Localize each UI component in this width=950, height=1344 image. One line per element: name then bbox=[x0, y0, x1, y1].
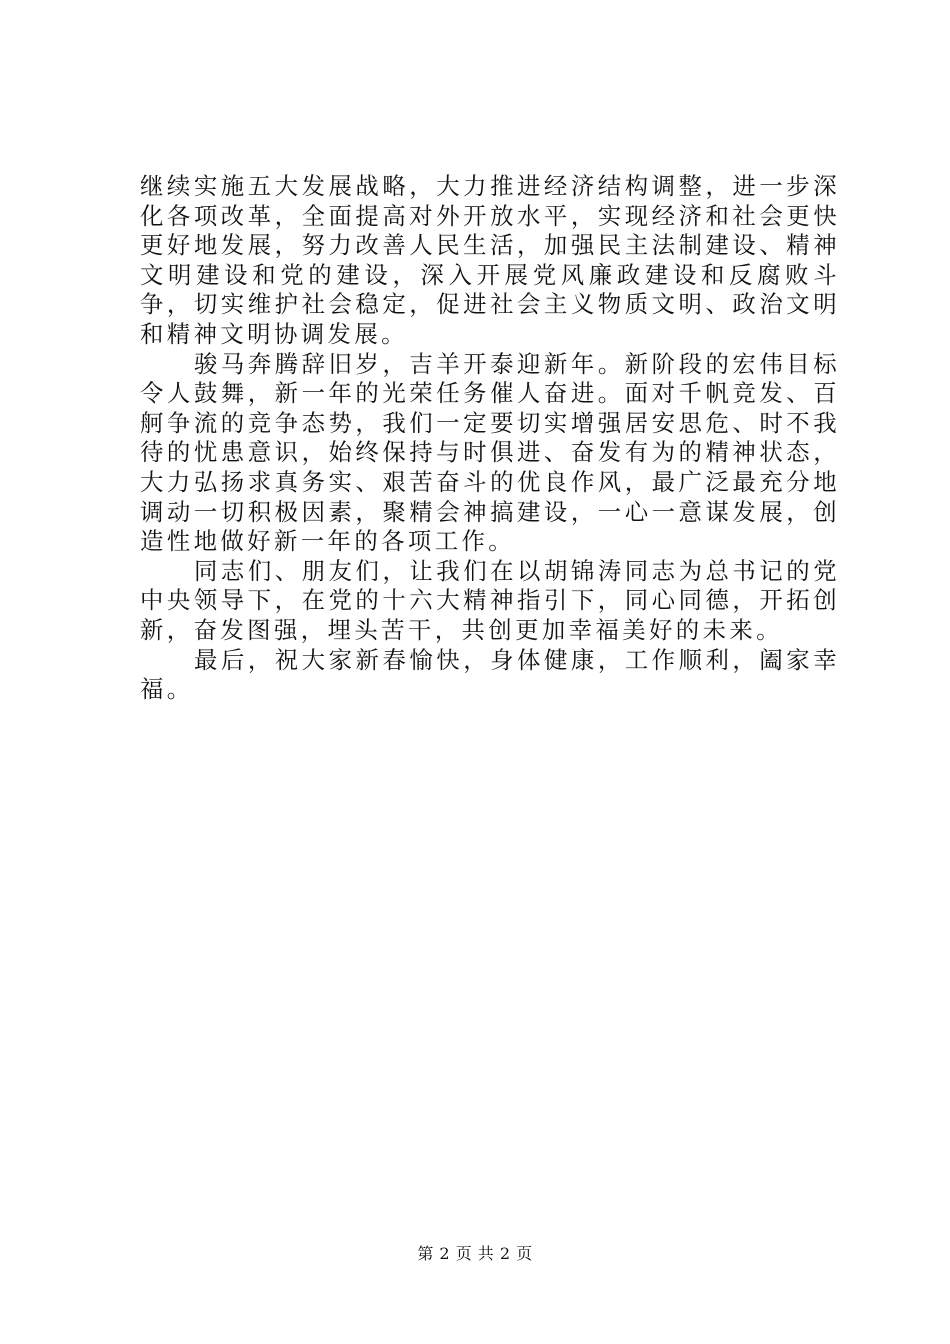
paragraph-1: 继续实施五大发展战略，大力推进经济结构调整，进一步深化各项改革，全面提高对外开放水平，实现经济和社会更快更好地发展，努力改善人民生活，加强民主法制建设、精神文明建设和党的建设，深入开展党风廉政建设和反腐败斗争，切实维护社会稳定，促进社会主义物质文明、政治文明和精神文明协调发展。 bbox=[140, 172, 840, 348]
document-body bbox=[140, 172, 840, 705]
paragraph-3: 同志们、朋友们，让我们在以胡锦涛同志为总书记的党中央领导下，在党的十六大精神指引下，同心同德，开拓创新，奋发图强，埋头苦干，共创更加幸福美好的未来。 bbox=[140, 556, 840, 644]
page-number-footer: 第 2 页 共 2 页 bbox=[417, 1244, 533, 1263]
paragraph-4: 最后，祝大家新春愉快，身体健康，工作顺利，阖家幸福。 bbox=[140, 645, 840, 704]
paragraph-2: 骏马奔腾辞旧岁，吉羊开泰迎新年。新阶段的宏伟目标令人鼓舞，新一年的光荣任务催人奋进。面对千帆竞发、百舸争流的竞争态势，我们一定要切实增强居安思危、时不我待的忧患意识，始终保持与时俱进、奋发有为的精神状态，大力弘扬求真务实、艰苦奋斗的优良作风，最广泛最充分地调动一切积极因素，聚精会神搞建设，一心一意谋发展，创造性地做好新一年的各项工作。 bbox=[140, 349, 840, 556]
